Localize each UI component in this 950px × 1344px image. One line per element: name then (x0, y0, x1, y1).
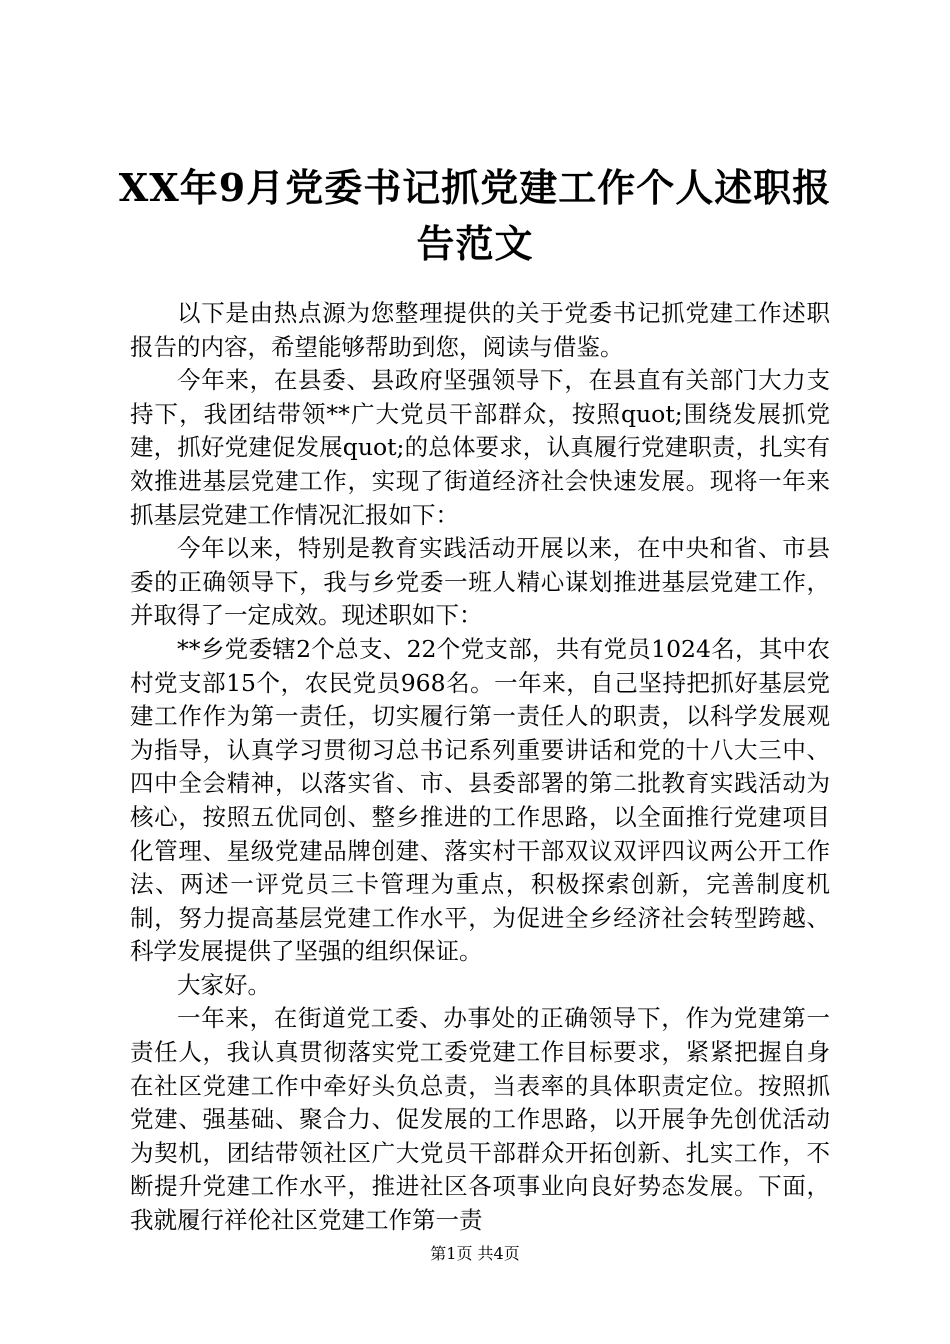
paragraph-community-work: 一年来，在街道党工委、办事处的正确领导下，作为党建第一责任人，我认真贯彻落实党工委党建工作目标要求，紧紧把握自身在社区党建工作中牵好头负总责，当表率的具体职责定位。按照抓党建、强基础、聚合力、促发展的工作思路，以开展争先创优活动为契机，团结带领社区广大党员干部群众开拓创新、扎实工作，不断提升党建工作水平，推进社区各项事业向良好势态发展。下面，我就履行祥伦社区党建工作第一责 (130, 1004, 830, 1235)
document-title: XX年9月党委书记抓党建工作个人述职报告范文 (118, 165, 832, 266)
paragraph-education-practice: 今年以来，特别是教育实践活动开展以来，在中央和省、市县委的正确领导下，我与乡党委一班人精心谋划推进基层党建工作，并取得了一定成效。现述职如下： (130, 534, 830, 630)
document-body (130, 297, 830, 1238)
paragraph-greeting: 大家好。 (177, 970, 271, 999)
paragraph-intro: 以下是由热点源为您整理提供的关于党委书记抓党建工作述职报告的内容，希望能够帮助到您，阅读与借鉴。 (130, 299, 830, 361)
page-number: 第1页 共4页 (430, 1244, 520, 1263)
paragraph-report-overview: 今年来，在县委、县政府坚强领导下，在县直有关部门大力支持下，我团结带领**广大党员干部群众，按照quot;围绕发展抓党建，抓好党建促发展quot;的总体要求，认真履行党建职责，扎实有效推进基层党建工作，实现了街道经济社会快速发展。现将一年来抓基层党建工作情况汇报如下： (130, 366, 830, 529)
paragraph-party-committee-details: **乡党委辖2个总支、22个党支部，共有党员1024名，其中农村党支部15个，农民党员968名。一年来，自己坚持把抓好基层党建工作作为第一责任，切实履行第一责任人的职责，以科学发展观为指导，认真学习贯彻习总书记系列重要讲话和党的十八大三中、四中全会精神，以落实省、市、县委部署的第二批教育实践活动为核心，按照五优同创、整乡推进的工作思路，以全面推行党建项目化管理、星级党建品牌创建、落实村干部双议双评四议两公开工作法、两述一评党员三卡管理为重点，积极探索创新，完善制度机制，努力提高基层党建工作水平，为促进全乡经济社会转型跨越、科学发展提供了坚强的组织保证。 (130, 634, 830, 966)
